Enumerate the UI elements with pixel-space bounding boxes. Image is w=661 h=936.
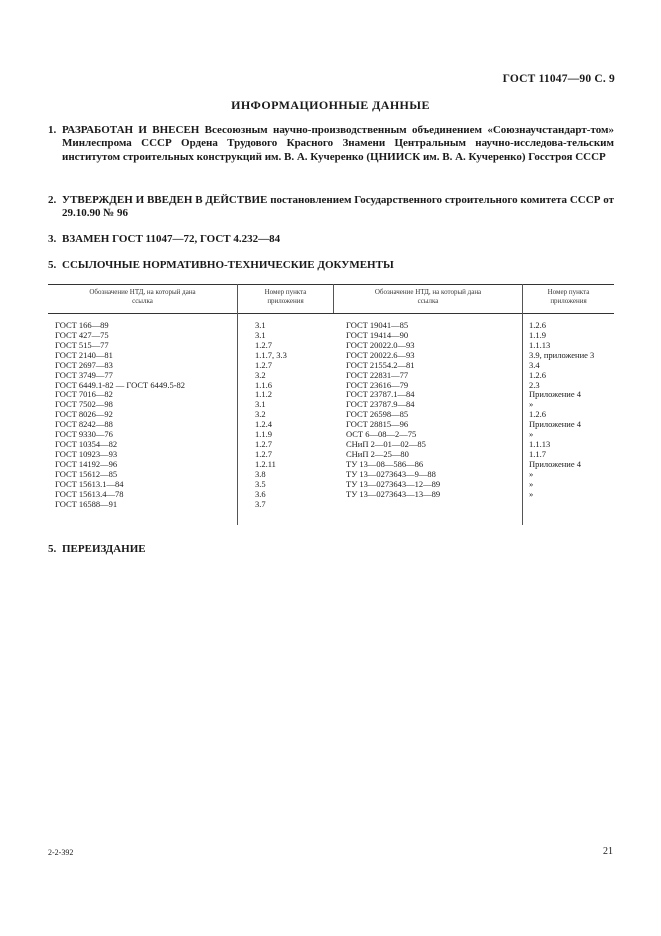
table-cell-point: 1.2.7 [255,359,272,370]
page-number: 21 [603,846,613,857]
table-cell-doc: ГОСТ 2140—81 [55,349,113,360]
table-cell-doc: ГОСТ 9330—76 [55,429,113,440]
table-cell-point: 1.1.13 [529,439,551,450]
table-cell-doc: ГОСТ 7502—98 [55,399,113,410]
table-cell-point: 1.1.13 [529,339,551,350]
item-text: ПЕРЕИЗДАНИЕ [62,543,146,555]
right-points-column [529,321,594,500]
item-number: 1. [48,124,57,136]
info-item-replaces [48,233,614,246]
table-cell-doc: ГОСТ 6449.1-82 — ГОСТ 6449.5-82 [55,379,186,390]
item-text: ВЗАМЕН ГОСТ 11047—72, ГОСТ 4.232—84 [62,233,281,245]
table-cell-doc: ГОСТ 23787.1—84 [346,389,415,400]
section-title: ИНФОРМАЦИОННЫЕ ДАННЫЕ [231,98,430,112]
table-cell-doc: ГОСТ 8026—92 [55,409,113,420]
table-cell-doc: ГОСТ 3749—77 [55,369,113,380]
table-cell-doc: ГОСТ 23616—79 [346,379,409,390]
item-number: 3. [48,233,57,245]
table-cell-point: 3.2 [255,369,266,380]
references-table [48,284,614,525]
header-left-point: Номер пункта приложения [264,288,307,305]
info-item-references [48,259,614,272]
table-cell-point: 2.3 [529,379,540,390]
table-cell-doc: ГОСТ 10354—82 [55,439,118,450]
table-cell-point: 1.1.9 [255,429,272,440]
table-cell-point: » [529,478,534,489]
left-points-column [255,321,287,510]
item-text: УТВЕРЖДЕН И ВВЕДЕН В ДЕЙСТВИЕ постановлением Государственного строительного комитета СССР от 29.10.90 № 96 [62,194,614,220]
table-cell-doc: ГОСТ 23787.9—84 [346,399,415,410]
item-number: 5. [48,259,57,271]
column-divider [522,284,523,525]
item-text: РАЗРАБОТАН И ВНЕСЕН Всесоюзным научно-производственным объединением «Союзнаучстандарт-том» Минлеспрома СССР Ордена Трудового Красного Знамени Центральным научно-исследова-тельским институтом строительных конструкций им. В. А. Кучеренко (ЦНИИСК им. В. А. Кучеренко) Госстроя СССР [62,124,614,163]
table-cell-point: 1.1.9 [529,329,546,340]
table-cell-doc: ГОСТ 515—77 [55,339,109,350]
table-cell-doc: ГОСТ 22831—77 [346,369,409,380]
table-cell-point: 1.2.4 [255,419,272,430]
table-cell-point: Приложение 4 [529,458,581,469]
header-right-doc: Обозначение НТД, на который дана ссылка [374,288,482,305]
table-cell-doc: ГОСТ 20022.6—93 [346,349,415,360]
table-cell-doc: ГОСТ 20022.0—93 [346,339,415,350]
table-cell-doc: ГОСТ 19041—85 [346,320,409,330]
table-cell-point: 1.1.7 [529,448,546,459]
table-cell-point: 1.2.7 [255,448,272,459]
header-left-doc: Обозначение НТД, на который дана ссылка [89,288,196,305]
table-cell-doc: ТУ 13—0273643—12—89 [346,478,441,489]
table-cell-doc: ГОСТ 19414—90 [346,329,409,340]
table-cell-point: 3.1 [255,320,266,330]
table-cell-point: 1.2.7 [255,439,272,450]
table-cell-point: 3.2 [255,409,266,420]
table-cell-point: 1.1.2 [255,389,272,400]
table-cell-doc: ГОСТ 16588—91 [55,498,118,509]
table-cell-doc: ТУ 13—0273643—13—89 [346,488,441,499]
table-cell-point: » [529,399,534,410]
print-code: 2-2-392 [48,848,74,857]
table-cell-point: Приложение 4 [529,419,581,430]
table-cell-point: » [529,468,534,479]
table-cell-point: 3.6 [255,488,266,499]
table-cell-point: 3.4 [529,359,540,370]
table-cell-doc: ГОСТ 2697—83 [55,359,113,370]
table-cell-doc: ГОСТ 8242—88 [55,419,113,430]
table-cell-doc: ТУ 13—08—586—86 [346,458,424,469]
table-cell-doc: ГОСТ 15613.1—84 [55,478,124,489]
table-cell-point: 1.2.6 [529,320,546,330]
table-cell-point: 1.1.7, 3.3 [255,349,287,360]
item-text: ССЫЛОЧНЫЕ НОРМАТИВНО-ТЕХНИЧЕСКИЕ ДОКУМЕНТЫ [62,259,394,271]
table-cell-doc: ГОСТ 26598—85 [346,409,409,420]
table-cell-doc: ГОСТ 21554.2—81 [346,359,415,370]
table-cell-point: 3.1 [255,329,266,340]
table-cell-doc: ГОСТ 166—89 [55,320,109,330]
item-number: 2. [48,194,57,206]
table-cell-point: 3.8 [255,468,266,479]
column-divider [237,284,238,525]
document-code: ГОСТ 11047—90 С. 9 [502,73,615,85]
table-cell-doc: ГОСТ 28815—96 [346,419,409,430]
table-cell-point: 1.2.6 [529,369,546,380]
info-item-approved [48,194,614,221]
table-cell-doc: ГОСТ 427—75 [55,329,109,340]
table-top-rule [48,284,614,285]
table-cell-doc: ГОСТ 15613.4—78 [55,488,124,499]
table-cell-point: Приложение 4 [529,389,581,400]
header-right-point: Номер пункта приложения [547,288,590,305]
table-cell-doc: СНиП 2—01—02—85 [346,439,426,450]
table-cell-point: 1.2.7 [255,339,272,350]
right-docs-column [346,321,440,500]
table-cell-point: » [529,429,534,440]
table-cell-point: 1.1.6 [255,379,272,390]
table-cell-doc: ТУ 13—0273643—9—88 [346,468,436,479]
info-item-reissue [48,543,614,556]
table-cell-point: 1.2.11 [255,458,276,469]
table-cell-doc: ОСТ 6—08—2—75 [346,429,417,440]
item-number: 5. [48,543,57,555]
table-cell-doc: ГОСТ 14192—96 [55,458,118,469]
table-cell-point: 3.5 [255,478,266,489]
table-cell-point: 3.1 [255,399,266,410]
left-docs-column [55,321,185,510]
table-cell-doc: СНиП 2—25—80 [346,448,409,459]
table-header-rule [48,313,614,314]
table-cell-point: 1.2.6 [529,409,546,420]
table-cell-doc: ГОСТ 7016—82 [55,389,113,400]
table-cell-doc: ГОСТ 15612—85 [55,468,118,479]
info-item-developed [48,124,614,164]
table-cell-point: » [529,488,534,499]
table-cell-point: 3.7 [255,498,266,509]
table-cell-point: 3.9, приложение 3 [529,349,595,360]
table-cell-doc: ГОСТ 10923—93 [55,448,118,459]
